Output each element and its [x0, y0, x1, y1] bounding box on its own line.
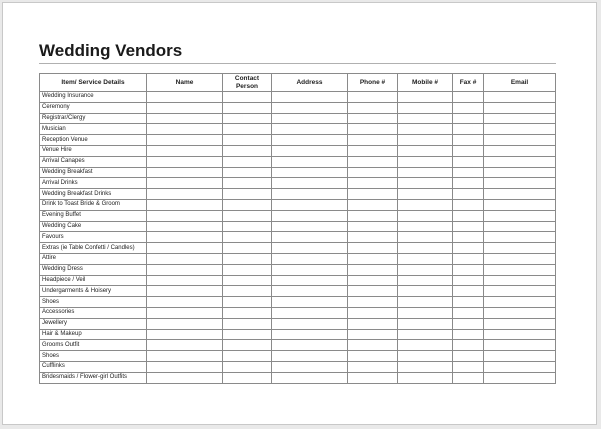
phone-cell[interactable] [348, 124, 398, 135]
contact-person-cell[interactable] [223, 145, 272, 156]
item-cell: Registrar/Clergy [40, 113, 147, 124]
table-row [40, 178, 556, 189]
item-cell: Jewellery [40, 318, 147, 329]
address-cell[interactable] [272, 351, 348, 362]
name-cell[interactable] [147, 178, 223, 189]
name-cell[interactable] [147, 145, 223, 156]
column-header-email: Email [484, 74, 556, 92]
contact-person-cell[interactable] [223, 361, 272, 372]
table-row [40, 351, 556, 362]
email-cell[interactable] [484, 199, 556, 210]
name-cell[interactable] [147, 340, 223, 351]
fax-cell[interactable] [453, 145, 484, 156]
email-cell[interactable] [484, 361, 556, 372]
fax-cell[interactable] [453, 329, 484, 340]
address-cell[interactable] [272, 199, 348, 210]
contact-person-cell[interactable] [223, 307, 272, 318]
name-cell[interactable] [147, 297, 223, 308]
column-header-name: Name [147, 74, 223, 92]
column-header-contact-person-label: Contact Person [234, 74, 260, 90]
email-cell[interactable] [484, 167, 556, 178]
mobile-cell[interactable] [398, 145, 453, 156]
name-cell[interactable] [147, 167, 223, 178]
address-cell[interactable] [272, 275, 348, 286]
contact-person-cell[interactable] [223, 199, 272, 210]
header-row [40, 74, 556, 92]
phone-cell[interactable] [348, 243, 398, 254]
contact-person-cell[interactable] [223, 232, 272, 243]
name-cell[interactable] [147, 243, 223, 254]
address-cell[interactable] [272, 318, 348, 329]
item-cell: Bridesmaids / Flower-girl Outfits [40, 372, 147, 383]
email-cell[interactable] [484, 275, 556, 286]
contact-person-cell[interactable] [223, 135, 272, 146]
address-cell[interactable] [272, 264, 348, 275]
table-row [40, 92, 556, 103]
fax-cell[interactable] [453, 92, 484, 103]
contact-person-cell[interactable] [223, 340, 272, 351]
item-cell: Arrival Drinks [40, 178, 147, 189]
contact-person-cell[interactable] [223, 297, 272, 308]
email-cell[interactable] [484, 253, 556, 264]
fax-cell[interactable] [453, 135, 484, 146]
name-cell[interactable] [147, 199, 223, 210]
vendors-table [39, 73, 556, 384]
phone-cell[interactable] [348, 351, 398, 362]
fax-cell[interactable] [453, 286, 484, 297]
table-row [40, 124, 556, 135]
fax-cell[interactable] [453, 156, 484, 167]
phone-cell[interactable] [348, 253, 398, 264]
address-cell[interactable] [272, 102, 348, 113]
email-cell[interactable] [484, 340, 556, 351]
fax-cell[interactable] [453, 264, 484, 275]
email-cell[interactable] [484, 307, 556, 318]
fax-cell[interactable] [453, 210, 484, 221]
page-title: Wedding Vendors [39, 41, 183, 60]
fax-cell[interactable] [453, 361, 484, 372]
phone-cell[interactable] [348, 307, 398, 318]
table-row [40, 329, 556, 340]
fax-cell[interactable] [453, 243, 484, 254]
mobile-cell[interactable] [398, 275, 453, 286]
address-cell[interactable] [272, 361, 348, 372]
mobile-cell[interactable] [398, 199, 453, 210]
mobile-cell[interactable] [398, 156, 453, 167]
table-row [40, 167, 556, 178]
contact-person-cell[interactable] [223, 372, 272, 383]
contact-person-cell[interactable] [223, 264, 272, 275]
column-header-address: Address [272, 74, 348, 92]
email-cell[interactable] [484, 189, 556, 200]
email-cell[interactable] [484, 178, 556, 189]
table-row [40, 275, 556, 286]
email-cell[interactable] [484, 102, 556, 113]
email-cell[interactable] [484, 372, 556, 383]
table-row [40, 361, 556, 372]
mobile-cell[interactable] [398, 178, 453, 189]
email-cell[interactable] [484, 351, 556, 362]
address-cell[interactable] [272, 135, 348, 146]
contact-person-cell[interactable] [223, 102, 272, 113]
fax-cell[interactable] [453, 232, 484, 243]
mobile-cell[interactable] [398, 318, 453, 329]
fax-cell[interactable] [453, 372, 484, 383]
address-cell[interactable] [272, 145, 348, 156]
email-cell[interactable] [484, 232, 556, 243]
mobile-cell[interactable] [398, 297, 453, 308]
item-cell: Accessories [40, 307, 147, 318]
item-cell: Shoes [40, 351, 147, 362]
phone-cell[interactable] [348, 113, 398, 124]
address-cell[interactable] [272, 253, 348, 264]
table-row [40, 372, 556, 383]
table-row [40, 307, 556, 318]
item-cell: Favours [40, 232, 147, 243]
table-row [40, 189, 556, 200]
address-cell[interactable] [272, 92, 348, 103]
address-cell[interactable] [272, 307, 348, 318]
name-cell[interactable] [147, 351, 223, 362]
name-cell[interactable] [147, 264, 223, 275]
name-cell[interactable] [147, 307, 223, 318]
table-row [40, 253, 556, 264]
name-cell[interactable] [147, 318, 223, 329]
item-cell: Arrival Canapes [40, 156, 147, 167]
contact-person-cell[interactable] [223, 124, 272, 135]
phone-cell[interactable] [348, 232, 398, 243]
address-cell[interactable] [272, 189, 348, 200]
item-cell: Undergarments & Hoisery [40, 286, 147, 297]
name-cell[interactable] [147, 92, 223, 103]
phone-cell[interactable] [348, 340, 398, 351]
phone-cell[interactable] [348, 102, 398, 113]
item-cell: Ceremony [40, 102, 147, 113]
mobile-cell[interactable] [398, 307, 453, 318]
item-cell: Reception Venue [40, 135, 147, 146]
table-row [40, 286, 556, 297]
name-cell[interactable] [147, 372, 223, 383]
mobile-cell[interactable] [398, 253, 453, 264]
contact-person-cell[interactable] [223, 329, 272, 340]
contact-person-cell[interactable] [223, 156, 272, 167]
contact-person-cell[interactable] [223, 167, 272, 178]
name-cell[interactable] [147, 113, 223, 124]
mobile-cell[interactable] [398, 113, 453, 124]
address-cell[interactable] [272, 372, 348, 383]
name-cell[interactable] [147, 361, 223, 372]
address-cell[interactable] [272, 124, 348, 135]
email-cell[interactable] [484, 221, 556, 232]
mobile-cell[interactable] [398, 286, 453, 297]
name-cell[interactable] [147, 210, 223, 221]
table-row [40, 232, 556, 243]
address-cell[interactable] [272, 156, 348, 167]
name-cell[interactable] [147, 102, 223, 113]
table-row [40, 102, 556, 113]
email-cell[interactable] [484, 286, 556, 297]
fax-cell[interactable] [453, 275, 484, 286]
phone-cell[interactable] [348, 210, 398, 221]
email-cell[interactable] [484, 210, 556, 221]
phone-cell[interactable] [348, 286, 398, 297]
phone-cell[interactable] [348, 199, 398, 210]
table-row [40, 243, 556, 254]
fax-cell[interactable] [453, 221, 484, 232]
table-row [40, 113, 556, 124]
email-cell[interactable] [484, 113, 556, 124]
fax-cell[interactable] [453, 167, 484, 178]
fax-cell[interactable] [453, 318, 484, 329]
mobile-cell[interactable] [398, 243, 453, 254]
item-cell: Evening Buffet [40, 210, 147, 221]
fax-cell[interactable] [453, 351, 484, 362]
contact-person-cell[interactable] [223, 351, 272, 362]
column-header-phone: Phone # [348, 74, 398, 92]
name-cell[interactable] [147, 135, 223, 146]
contact-person-cell[interactable] [223, 92, 272, 103]
item-cell: Wedding Cake [40, 221, 147, 232]
item-cell: Extras (ie Table Confetti / Candles) [40, 243, 147, 254]
fax-cell[interactable] [453, 297, 484, 308]
phone-cell[interactable] [348, 361, 398, 372]
address-cell[interactable] [272, 297, 348, 308]
address-cell[interactable] [272, 210, 348, 221]
item-cell: Cufflinks [40, 361, 147, 372]
phone-cell[interactable] [348, 178, 398, 189]
mobile-cell[interactable] [398, 124, 453, 135]
email-cell[interactable] [484, 92, 556, 103]
email-cell[interactable] [484, 124, 556, 135]
table-row [40, 340, 556, 351]
email-cell[interactable] [484, 329, 556, 340]
email-cell[interactable] [484, 156, 556, 167]
email-cell[interactable] [484, 135, 556, 146]
contact-person-cell[interactable] [223, 243, 272, 254]
address-cell[interactable] [272, 221, 348, 232]
fax-cell[interactable] [453, 102, 484, 113]
mobile-cell[interactable] [398, 351, 453, 362]
mobile-cell[interactable] [398, 340, 453, 351]
table-row [40, 318, 556, 329]
address-cell[interactable] [272, 243, 348, 254]
phone-cell[interactable] [348, 372, 398, 383]
document-page [2, 2, 597, 425]
address-cell[interactable] [272, 232, 348, 243]
item-cell: Hair & Makeup [40, 329, 147, 340]
contact-person-cell[interactable] [223, 178, 272, 189]
item-cell: Attire [40, 253, 147, 264]
phone-cell[interactable] [348, 275, 398, 286]
table-row [40, 297, 556, 308]
address-cell[interactable] [272, 286, 348, 297]
contact-person-cell[interactable] [223, 113, 272, 124]
item-cell: Wedding Breakfast Drinks [40, 189, 147, 200]
table-row [40, 264, 556, 275]
phone-cell[interactable] [348, 92, 398, 103]
name-cell[interactable] [147, 124, 223, 135]
phone-cell[interactable] [348, 221, 398, 232]
item-cell: Wedding Breakfast [40, 167, 147, 178]
address-cell[interactable] [272, 167, 348, 178]
table-row [40, 221, 556, 232]
fax-cell[interactable] [453, 199, 484, 210]
mobile-cell[interactable] [398, 232, 453, 243]
item-cell: Drink to Toast Bride & Groom [40, 199, 147, 210]
mobile-cell[interactable] [398, 372, 453, 383]
fax-cell[interactable] [453, 253, 484, 264]
phone-cell[interactable] [348, 167, 398, 178]
mobile-cell[interactable] [398, 102, 453, 113]
column-header-contact-person [223, 74, 272, 92]
name-cell[interactable] [147, 275, 223, 286]
contact-person-cell[interactable] [223, 253, 272, 264]
phone-cell[interactable] [348, 297, 398, 308]
name-cell[interactable] [147, 329, 223, 340]
item-cell: Grooms Outfit [40, 340, 147, 351]
item-cell: Wedding Insurance [40, 92, 147, 103]
mobile-cell[interactable] [398, 92, 453, 103]
email-cell[interactable] [484, 243, 556, 254]
mobile-cell[interactable] [398, 135, 453, 146]
mobile-cell[interactable] [398, 361, 453, 372]
mobile-cell[interactable] [398, 264, 453, 275]
item-cell: Shoes [40, 297, 147, 308]
mobile-cell[interactable] [398, 329, 453, 340]
fax-cell[interactable] [453, 189, 484, 200]
name-cell[interactable] [147, 253, 223, 264]
name-cell[interactable] [147, 156, 223, 167]
email-cell[interactable] [484, 145, 556, 156]
address-cell[interactable] [272, 113, 348, 124]
column-header-mobile: Mobile # [398, 74, 453, 92]
column-header-item: Item/ Service Details [40, 74, 147, 92]
name-cell[interactable] [147, 221, 223, 232]
phone-cell[interactable] [348, 189, 398, 200]
phone-cell[interactable] [348, 135, 398, 146]
name-cell[interactable] [147, 232, 223, 243]
fax-cell[interactable] [453, 307, 484, 318]
fax-cell[interactable] [453, 113, 484, 124]
contact-person-cell[interactable] [223, 189, 272, 200]
mobile-cell[interactable] [398, 221, 453, 232]
phone-cell[interactable] [348, 318, 398, 329]
name-cell[interactable] [147, 286, 223, 297]
item-cell: Venue Hire [40, 145, 147, 156]
email-cell[interactable] [484, 264, 556, 275]
contact-person-cell[interactable] [223, 286, 272, 297]
mobile-cell[interactable] [398, 189, 453, 200]
contact-person-cell[interactable] [223, 318, 272, 329]
email-cell[interactable] [484, 318, 556, 329]
column-header-fax: Fax # [453, 74, 484, 92]
address-cell[interactable] [272, 340, 348, 351]
item-cell: Musician [40, 124, 147, 135]
address-cell[interactable] [272, 178, 348, 189]
phone-cell[interactable] [348, 329, 398, 340]
name-cell[interactable] [147, 189, 223, 200]
table-row [40, 135, 556, 146]
phone-cell[interactable] [348, 145, 398, 156]
mobile-cell[interactable] [398, 210, 453, 221]
title-divider [39, 63, 556, 64]
phone-cell[interactable] [348, 264, 398, 275]
contact-person-cell[interactable] [223, 275, 272, 286]
email-cell[interactable] [484, 297, 556, 308]
contact-person-cell[interactable] [223, 221, 272, 232]
contact-person-cell[interactable] [223, 210, 272, 221]
table-row [40, 199, 556, 210]
mobile-cell[interactable] [398, 167, 453, 178]
table-row [40, 156, 556, 167]
address-cell[interactable] [272, 329, 348, 340]
fax-cell[interactable] [453, 340, 484, 351]
table-row [40, 145, 556, 156]
fax-cell[interactable] [453, 178, 484, 189]
item-cell: Headpiece / Veil [40, 275, 147, 286]
fax-cell[interactable] [453, 124, 484, 135]
item-cell: Wedding Dress [40, 264, 147, 275]
table-row [40, 210, 556, 221]
phone-cell[interactable] [348, 156, 398, 167]
